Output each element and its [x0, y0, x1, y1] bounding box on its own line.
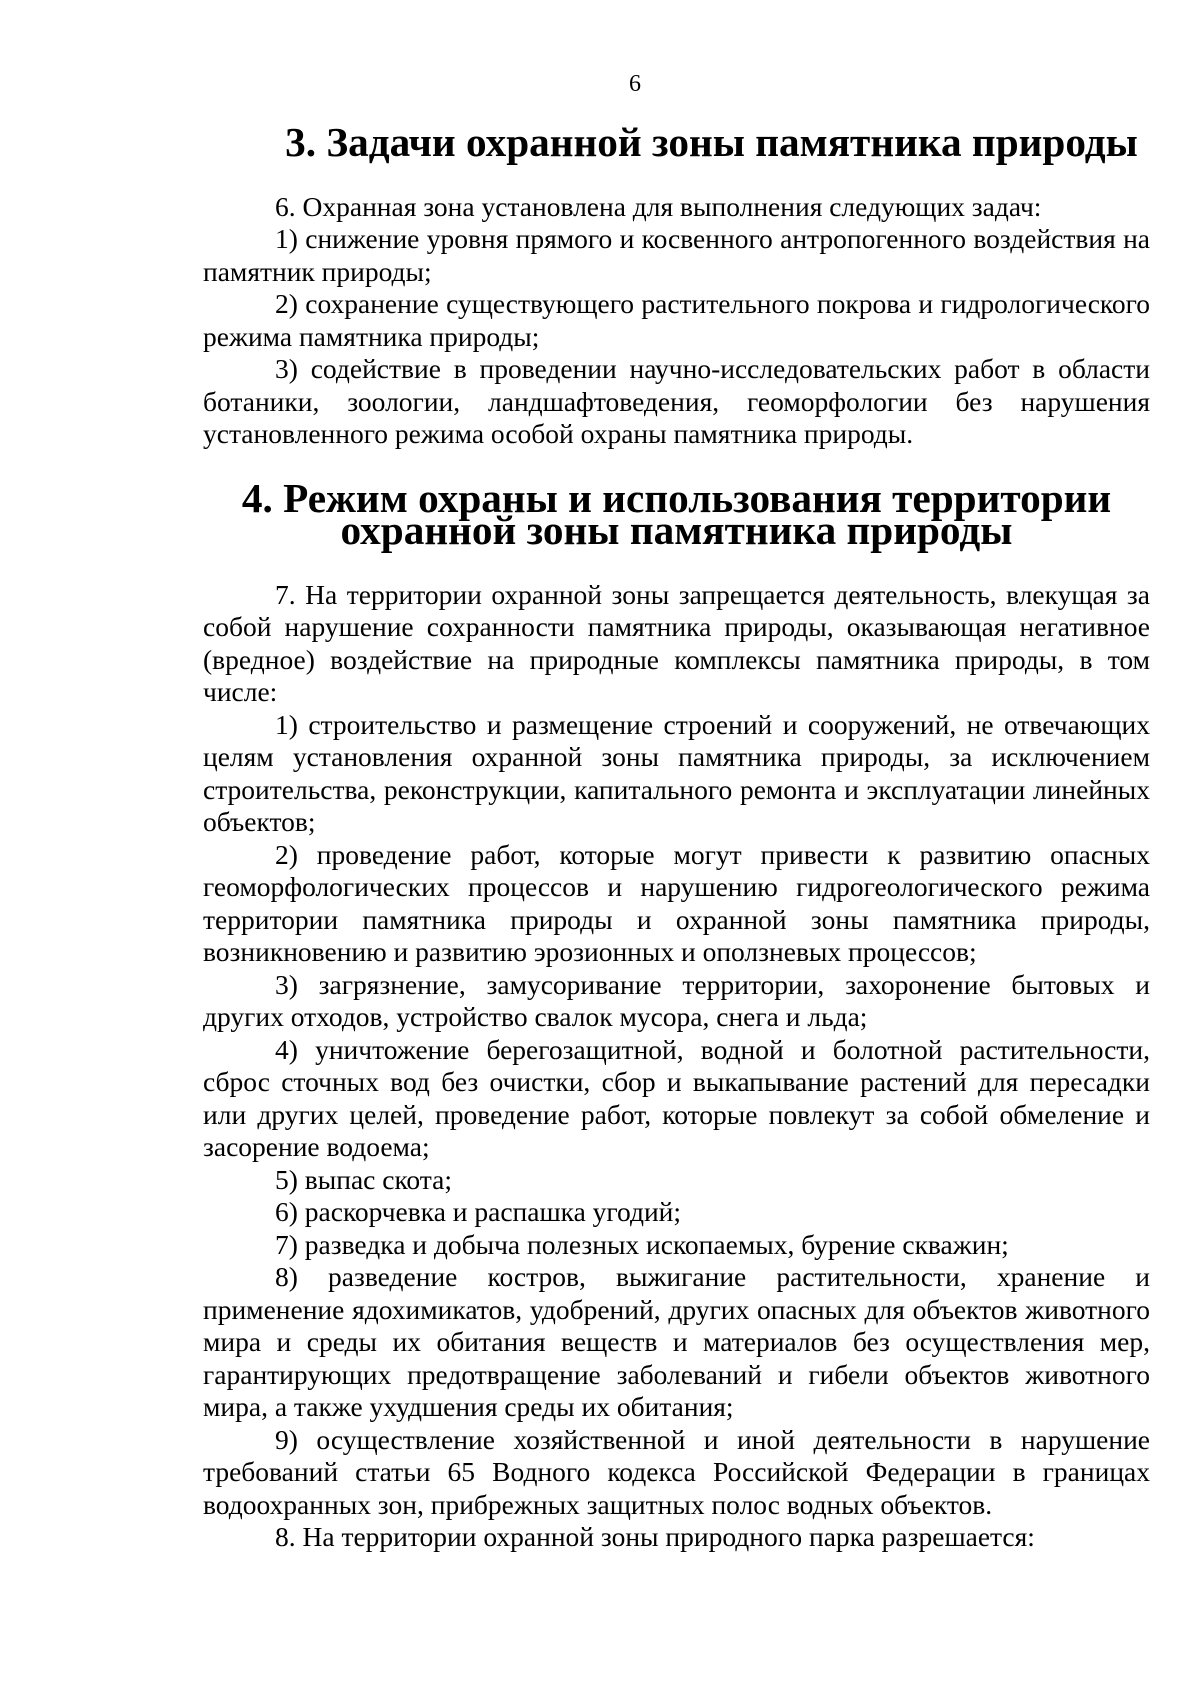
section-4-paragraph: 9) осуществление хозяйственной и иной деятельности в нарушение требований статьи 65 Водного кодекса Российской Федерации в границах водоохранных зон, прибрежных защитных полос водных объектов.	[203, 1423, 1150, 1520]
section-3-paragraph: 1) снижение уровня прямого и косвенного антропогенного воздействия на памятник природы;	[203, 223, 1150, 287]
section-3-paragraph: 3) содействие в проведении научно-исследовательских работ в области ботаники, зоологии, ландшафтоведения, геоморфологии без нарушения установленного режима особой охраны памятника природы.	[203, 353, 1150, 449]
section-4-paragraph: 7) разведка и добыча полезных ископаемых, бурение скважин;	[275, 1228, 1009, 1260]
section-3-heading: 3. Задачи охранной зоны памятника природы	[285, 119, 1138, 165]
section-4-paragraph: 5) выпас скота;	[275, 1163, 453, 1195]
document-body	[203, 119, 1150, 1554]
page-number: 6	[629, 71, 641, 97]
section-4-paragraph: 6) раскорчевка и распашка угодий;	[275, 1196, 682, 1227]
section-4-paragraph: 2) проведение работ, которые могут привести к развитию опасных геоморфологических процессов и нарушению гидрогеологического режима территории памятника природы и охранной зоны памятника природы, возникновению и развитию эрозионных и оползневых процессов;	[203, 838, 1150, 967]
section-4-paragraph: 7. На территории охранной зоны запрещается деятельность, влекущая за собой нарушение сохранности памятника природы, оказывающая негативное (вредное) воздействие на природные комплексы памятника природы, в том числе:	[203, 578, 1150, 707]
section-4-paragraph: 4) уничтожение берегозащитной, водной и болотной растительности, сброс сточных вод без очистки, сбор и выкапывание растений для пересадки или других целей, проведение работ, которые повлекут за собой обмеление и засорение водоема;	[203, 1033, 1150, 1162]
section-4-paragraph: 8) разведение костров, выжигание растительности, хранение и применение ядохимикатов, удобрений, других опасных для объектов животного мира и среды их обитания веществ и материалов без осуществления мер, гарантирующих предотвращение заболеваний и гибели объектов животного мира, а также ухудшения среды их обитания;	[203, 1261, 1150, 1422]
section-4-heading: 4. Режим охраны и использования территории охранной зоны памятника природы	[241, 474, 1112, 553]
section-4-paragraph: 1) строительство и размещение строений и сооружений, не отвечающих целям установления охранной зоны памятника природы, за исключением строительства, реконструкции, капитального ремонта и эксплуатации линейных объектов;	[203, 708, 1150, 837]
section-3-paragraph: 6. Охранная зона установлена для выполнения следующих задач:	[275, 190, 1042, 222]
section-4-paragraph: 8. На территории охранной зоны природного парка разрешается:	[275, 1521, 1035, 1552]
section-3-paragraph: 2) сохранение существующего растительного покрова и гидрологического режима памятника природы;	[203, 288, 1150, 352]
section-4-paragraph: 3) загрязнение, замусоривание территории, захоронение бытовых и других отходов, устройство свалок мусора, снега и льда;	[203, 968, 1150, 1032]
